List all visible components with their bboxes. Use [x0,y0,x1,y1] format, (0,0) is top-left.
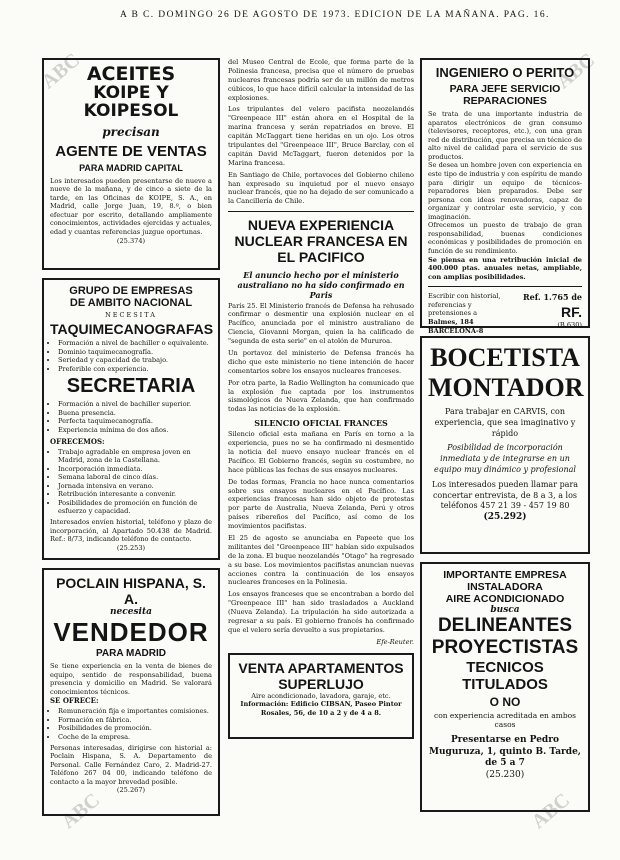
ad-grupo-line2: DE AMBITO NACIONAL [69,297,193,309]
ad-apartamentos-title1: VENTA APARTAMENTOS [238,659,404,676]
ad-grupo-role2: SECRETARIA [66,375,196,398]
ad-ingeniero-sub: PARA JEFE SERVICIO REPARACIONES [449,83,561,107]
ad-ingeniero [420,58,590,335]
ad-apartamentos-info: Información: Edificio CIBSAN, Paseo Pintor Rosales, 56, de 10 a 2 y de 4 a 8. [240,700,402,717]
list-item: • Experiencia mínima de dos años. [58,426,212,435]
watermark: ABC [57,789,105,834]
ad-bocetista-title1: BOCETISTA [430,343,580,372]
article-paragraph: Silencio oficial esta mañana en París en torno a la experiencia, pues no se ha confirmado ni desmentido la noticia del nuevo ensayo nuclear francés en el Pacífico. El Gobierno francés, según su costumbre, no hace públicas las fechas de sus ensayos nucleares. [228,430,414,474]
article-paragraph: Un portavoz del ministerio de Defensa francés ha dicho que este ministerio no tiene intención de hacer comentarios sobre los ensayos nucleares franceses. [228,348,414,375]
watermark: ABC [527,789,575,834]
ad-koipe [42,58,220,270]
ad-bocetista-ref: (25.292) [483,512,527,523]
list-item: • Preferible con experiencia. [58,365,212,374]
ad-poclain-necesita: necesita [110,607,152,617]
ad-ingeniero-body3: Ofrecemos un puesto de trabajo de gran responsabilidad, buenas condiciones económicas y posibilidades de promoción en función de su rendimiento. [428,221,582,255]
ad-grupo-body: Interesados envíen historial, teléfono y plazo de incorporación, al Apartado 50.438 de Madrid. Ref.: 8/73, indicando teléfono de contacto. [50,518,212,544]
ad-grupo-ofrecemos: OFRECEMOS: [50,436,105,446]
divider [228,211,414,212]
ad-koipe-body: Los interesados pueden presentarse de nueve a nueve de la mañana, y de cinco a siete de la tarde, en las Oficinas de KOIPE, S. A., en Madrid, calle Jorge Juan, 19, 8.º, o bien efectuar por escrito, detallando ampliamente conocimientos, actividades ejercidas y actuales, edad y cuantas referencias juzgue oportunas. [50,176,212,236]
ad-importante-line2: INSTALADORA [467,581,543,593]
article-paragraph: del Museo Central de Ecole, que forma parte de la Polinesia francesa, precisa que el número de pruebas nucleares francesas podría ser de un millón de metros cúbicos, lo que hace difícil calcular la intensidad de las explosiones. [228,58,414,102]
ad-bocetista-p2: Posibilidad de incorporación inmediata y de integrarse en un equipo muy dinámico y profesional [434,443,576,474]
ad-importante-body: Presentarse en Pedro Muguruza, 1, quinto B. Tarde, de 5 a 7 [429,735,581,769]
ad-ingeniero-ref-addr: Balmes, 184 BARCELONA-8 [428,317,484,335]
ad-importante-exp: con experiencia acreditada en ambos casos [434,711,576,729]
ad-poclain-place: PARA MADRID [96,648,166,659]
ad-ingeniero-ref-text: Escribir con historial, referencias y pretensiones a [428,292,501,318]
ad-poclain-role: VENDEDOR [53,617,209,647]
ad-ingeniero-ref-left [428,292,508,335]
list-item: • Trabajo agradable en empresa joven en Madrid, zona de la Castellana. [58,448,212,465]
list-item: • Remuneración fija e importantes comisiones. [58,707,212,716]
article-paragraph: París 25. El Ministerio francés de Defensa ha rehusado confirmar o desmentir una explosión nuclear en el Pacífico, anunciada por el ministro australiano de Ciencia, Giovanni Morgan, quien la ha calificado de "segunda de esta serie" en el atolón de Mururoa. [228,301,414,346]
column-right [420,58,590,820]
ad-ingeniero-ref-num: Ref. 1.765 de [523,292,582,303]
ad-bocetista-title2: MONTADOR [428,373,584,402]
article-paragraph: De todas formas, Francia no hace nunca comentarios sobre sus ensayos nucleares en el Pacífico. Las experiencias francesas han sido objeto de protestas por parte de Australia, Nueva Zelanda, Perú y otros países ribereños del Pacífico, así como de los movimientos pacifistas. [228,477,414,531]
ad-apartamentos [228,653,414,739]
ad-poclain [42,568,220,816]
ad-importante-busca: busca [490,605,520,615]
ad-poclain-body: Se tiene experiencia en la venta de bienes de equipo, sentido de responsabilidad, buena presencia y domicilio en Madrid. Se valorará conocimientos técnicos. [50,662,212,696]
ad-grupo-bullets3 [50,448,212,517]
ad-grupo [42,278,220,560]
ad-poclain-ofrece: SE OFRECE: [50,696,99,706]
list-item: • Buena presencia. [58,409,212,418]
ad-ingeniero-ref-right [514,292,582,335]
list-item: • Posibilidades de promoción en función de esfuerzo y capacidad. [58,499,212,516]
ad-poclain-name: POCLAIN HISPANA, S. A. [56,575,206,607]
watermark: ABC [552,49,600,94]
list-item: • Perfecta taquimecanografía. [58,417,212,426]
ad-ingeniero-title: INGENIERO O PERITO [435,65,575,80]
ad-importante-ref: (25.230) [485,770,525,781]
ad-grupo-role1: TAQUIMECANOGRAFAS [50,321,214,337]
divider [428,286,582,287]
ad-grupo-bullets2 [50,400,212,434]
article-paragraph: En Santiago de Chile, portavoces del Gobierno chileno han expresado su inquietud por el nuevo ensayo nuclear francés, que no ha dejado de ser comunicado a la Cancillería de Chile. [228,170,414,206]
ad-koipe-precisan: precisan [102,124,160,139]
article-subhead: El anuncio hecho por el ministerio australiano no ha sido confirmado en Paris [237,269,405,300]
ad-koipe-role: AGENTE DE VENTAS [55,142,207,160]
list-item: • Posibilidades de promoción. [58,724,212,733]
list-item: • Formación en fábrica. [58,716,212,725]
article-paragraph: Los tripulantes del velero pacifista neozelandés "Greenpeace III" están ahora en el Hospital de la marina francesa y serán repatriados en breve. El capitán McTaggart tiene heridas en un ojo. Los otros tripulantes del "Greenpeace III", Bruce Barclay, con el capitán David McTaggart, fueron detenidos por la Marina francesa. [228,105,414,167]
ad-importante-role1: DELINEANTES [437,615,573,636]
ad-ingeniero-ref-code: (B.630) [557,320,582,329]
article-paragraph: Los ensayos franceses que se encontraban a bordo del "Greenpeace III" han sido trasladados a Auckland (Nueva Zelanda). La tripulación ha sido autorizada a regresar a su país. El gobierno francés ha confirmado que el velero sería devuelto a sus propietarios. [228,590,414,634]
article-paragraph: Por otra parte, la Radio Wellington ha comunicado que la explosión fue captada por los instrumentos sismológicos de Nueva Zelanda, que han confirmado todas las noticias de la explosión. [228,378,414,414]
article-headline: NUEVA EXPERIENCIA NUCLEAR FRANCESA EN EL PACIFICO [234,217,408,266]
list-item: • Semana laboral de cinco días. [58,473,212,482]
ad-importante-role3: TECNICOS TITULADOS [462,659,548,693]
list-item: • Seriedad y capacidad de trabajo. [58,356,212,365]
ad-grupo-bullets1 [50,339,212,373]
page-header: A B C. DOMINGO 26 DE AGOSTO DE 1973. EDICION DE LA MAÑANA. PAG. 16. [120,10,550,20]
ad-importante [420,562,590,812]
ad-koipe-title1: ACEITES [86,63,176,85]
ad-apartamentos-body: Aire acondicionado, lavadora, garaje, etc. [251,691,391,700]
list-item: • Formación a nivel de bachiller o equivalente. [58,339,212,348]
ad-ingeniero-body4: Se piensa en una retribución inicial de 400.000 ptas. anuales netas, ampliable, con amplias posibilidades. [428,255,582,281]
ad-koipe-ref: (25.374) [116,236,146,245]
ad-importante-role2: PROYECTISTAS [431,637,579,658]
ad-importante-line1: IMPORTANTE EMPRESA [443,569,567,581]
ad-importante-ono: O NO [489,695,521,709]
list-item: • Formación a nivel de bachiller superior. [58,400,212,409]
ad-bocetista-p1: Para trabajar en CARVIS, con experiencia, que sea imaginativo y rápido [434,407,576,438]
ad-importante-line3: AIRE ACONDICIONADO [445,593,565,605]
list-item: • Dominio taquimecanografía. [58,348,212,357]
article-paragraph: El 25 de agosto se anunciaba en Papeete que los militantes del "Greenpeace III" habían sido expulsados de la zona. El buque neozelandés "Otago" ha regresado a su base. Los movimientos pacifistas anuncian nuevas acciones contra la continuación de los ensayos nucleares franceses en la Polinesia. [228,534,414,587]
list-item: • Incorporación inmediata. [58,465,212,474]
ad-poclain-ref: (25.267) [116,786,146,795]
column-left [42,58,220,824]
ad-ingeniero-ref [428,292,582,335]
watermark: ABC [37,49,85,94]
ad-ingeniero-body1: Se trata de una importante industria de aparatos electrónicos de gran consumo (televisores, receptores, etc.), con una gran red de distribución, que precisa un técnico de alto nivel de calidad para el servicio de sus productos. [428,110,582,161]
list-item: • Jornada intensiva en verano. [58,482,212,491]
ad-ingeniero-body2: Se desea un hombre joven con experiencia en este tipo de industria y con espíritu de mando para dirigir un equipo de técnicos-reparadores bien preparados. Debe ser persona con ideas renovadoras, capaz de organizar y controlar este servicio, y con imaginación. [428,161,582,221]
article-section-head: SILENCIO OFICIAL FRANCES [254,418,388,429]
list-item: • Retribución interesante a convenir. [58,490,212,499]
ad-koipe-place: PARA MADRID CAPITAL [79,162,183,173]
ad-ingeniero-ref-rf: RF. [561,303,582,320]
list-item: • Coche de la empresa. [58,733,212,742]
ad-grupo-ref: (25.253) [116,543,146,552]
ad-bocetista [420,336,590,554]
article-source: Efe-Reuter. [376,637,414,646]
ad-koipe-title2: KOIPE Y KOIPESOL [83,82,179,121]
ad-apartamentos-title2: SUPERLUJO [278,675,364,692]
ad-grupo-line1: GRUPO DE EMPRESAS [69,285,193,297]
column-middle [228,58,414,747]
ad-bocetista-p3: Los interesados pueden llamar para concertar entrevista, de 8 a 3, a los teléfonos 457 21 39 - 457 19 80 [431,479,579,511]
ad-poclain-bullets [50,707,212,741]
ad-poclain-body2: Personas interesadas, dirigirse con historial a: Poclain Hispana, S. A. Departamento de Personal. Calle Fernández Caro, 2. Madrid-27. Teléfono 267 04 00, indicando teléfono de contacto a la mayor brevedad posible. [50,743,212,786]
ad-grupo-necesita: NECESITA [105,311,157,319]
